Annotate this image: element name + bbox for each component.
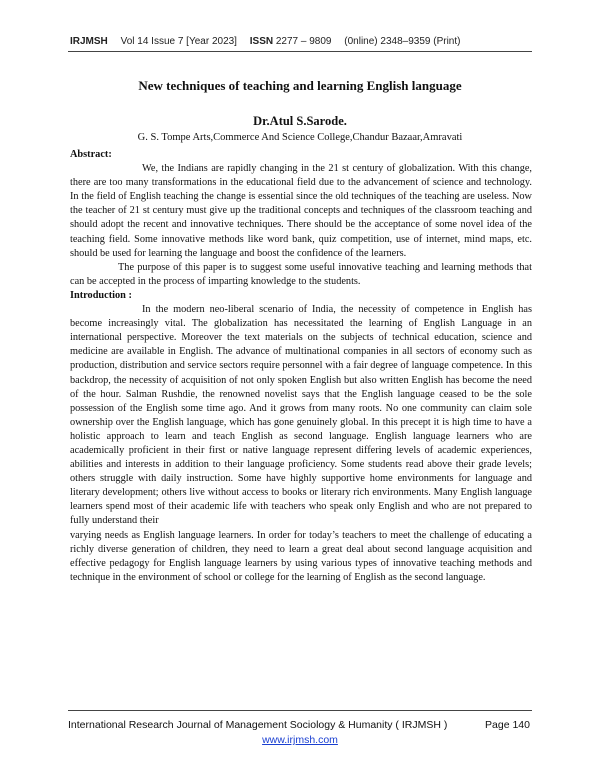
footer-divider [68, 710, 532, 711]
issn-value: 2277 – 9809 [275, 36, 332, 47]
running-header [70, 36, 470, 47]
abstract-heading: Abstract: [70, 149, 112, 160]
header-divider [68, 51, 532, 52]
page-number: Page 140 [485, 719, 530, 731]
abstract-paragraph-2: The purpose of this paper is to suggest some useful innovative teaching and learning methods that can be accepted in the process of imparting knowledge to the students. [70, 261, 532, 287]
footer-journal: International Research Journal of Management Sociology & Humanity ( IRJMSH ) [68, 719, 448, 731]
running-footer [68, 719, 532, 731]
issn-online-print: (0nline) 2348–9359 (Print) [344, 36, 461, 47]
author-name: Dr.Atul S.Sarode. [253, 114, 347, 128]
abstract-paragraph-1: We, the Indians are rapidly changing in the 21 st century of globalization. With this change, there are too many transformations in the educational field due to the advancement of science and technology. In the field of English teaching the change is essential since the old techniques of the teaching are useless. Now the teacher of 21 st century must give up the traditional concepts and techniques of the classroom teaching and should adopt the recent and innovative techniques. There should be the acceptance of some novel idea of the teaching field. Some innovative methods like word bank, quiz competition, use of internet, mind maps, etc. should be used for learning the language and boost the confidence of the learners. [70, 163, 532, 259]
introduction-paragraph-1: In the modern neo-liberal scenario of India, the necessity of competence in English has become increasingly vital. The globalization has necessitated the learning of English Language in an international perspective. Moreover the text materials on the subjects of technical education, science and medicine are available in English. The advance of multinational companies in all sectors of economy such as production, distribution and service sectors require personnel with a fair degree of language competence. In this backdrop, the necessity of acquisition of not only spoken English but also written English has become the need of the hour. Salman Rushdie, the renowned novelist says that the English language ceased to be the sole possession of the English some time ago. And it grows from many roots. No one community can claim sole ownership over the English language, which has gone genuinely global. In this precept it is high time to have a holistic approach to learn and teach English as second language. English language learners who are academically proficient in their first or native language represent differing levels of academic experiences, abilities and interests in addition to their language proficiency. Some students read above their grade levels; others struggle with daily instruction. Some have highly supportive home environments for language and literary development; others live without access to books or literary rich environments. Many English language learners spend most of their academic life with teachers who speak only English and who are not prepared to fully understand their [70, 304, 532, 527]
introduction-heading: Introduction : [70, 289, 132, 301]
website-link[interactable]: www.irjmsh.com [262, 734, 338, 746]
issn-label: ISSN [249, 36, 274, 47]
paper-title: New techniques of teaching and learning English language [138, 78, 462, 93]
journal-abbrev: IRJMSH [70, 36, 108, 47]
author-affiliation: G. S. Tompe Arts,Commerce And Science College,Chandur Bazaar,Amravati [137, 132, 463, 143]
volume-info: Vol 14 Issue 7 [Year 2023] [120, 36, 237, 47]
introduction-paragraph-2: varying needs as English language learners. In order for today’s teachers to meet the challenge of educating a richly diverse generation of children, they need to learn a great deal about second language acquisition and effective pedagogy for English language learners by using various types of innovative teaching methods and technique in the environment of school or college for the learning of English as the second language. [70, 529, 532, 583]
paper-body [70, 148, 532, 585]
